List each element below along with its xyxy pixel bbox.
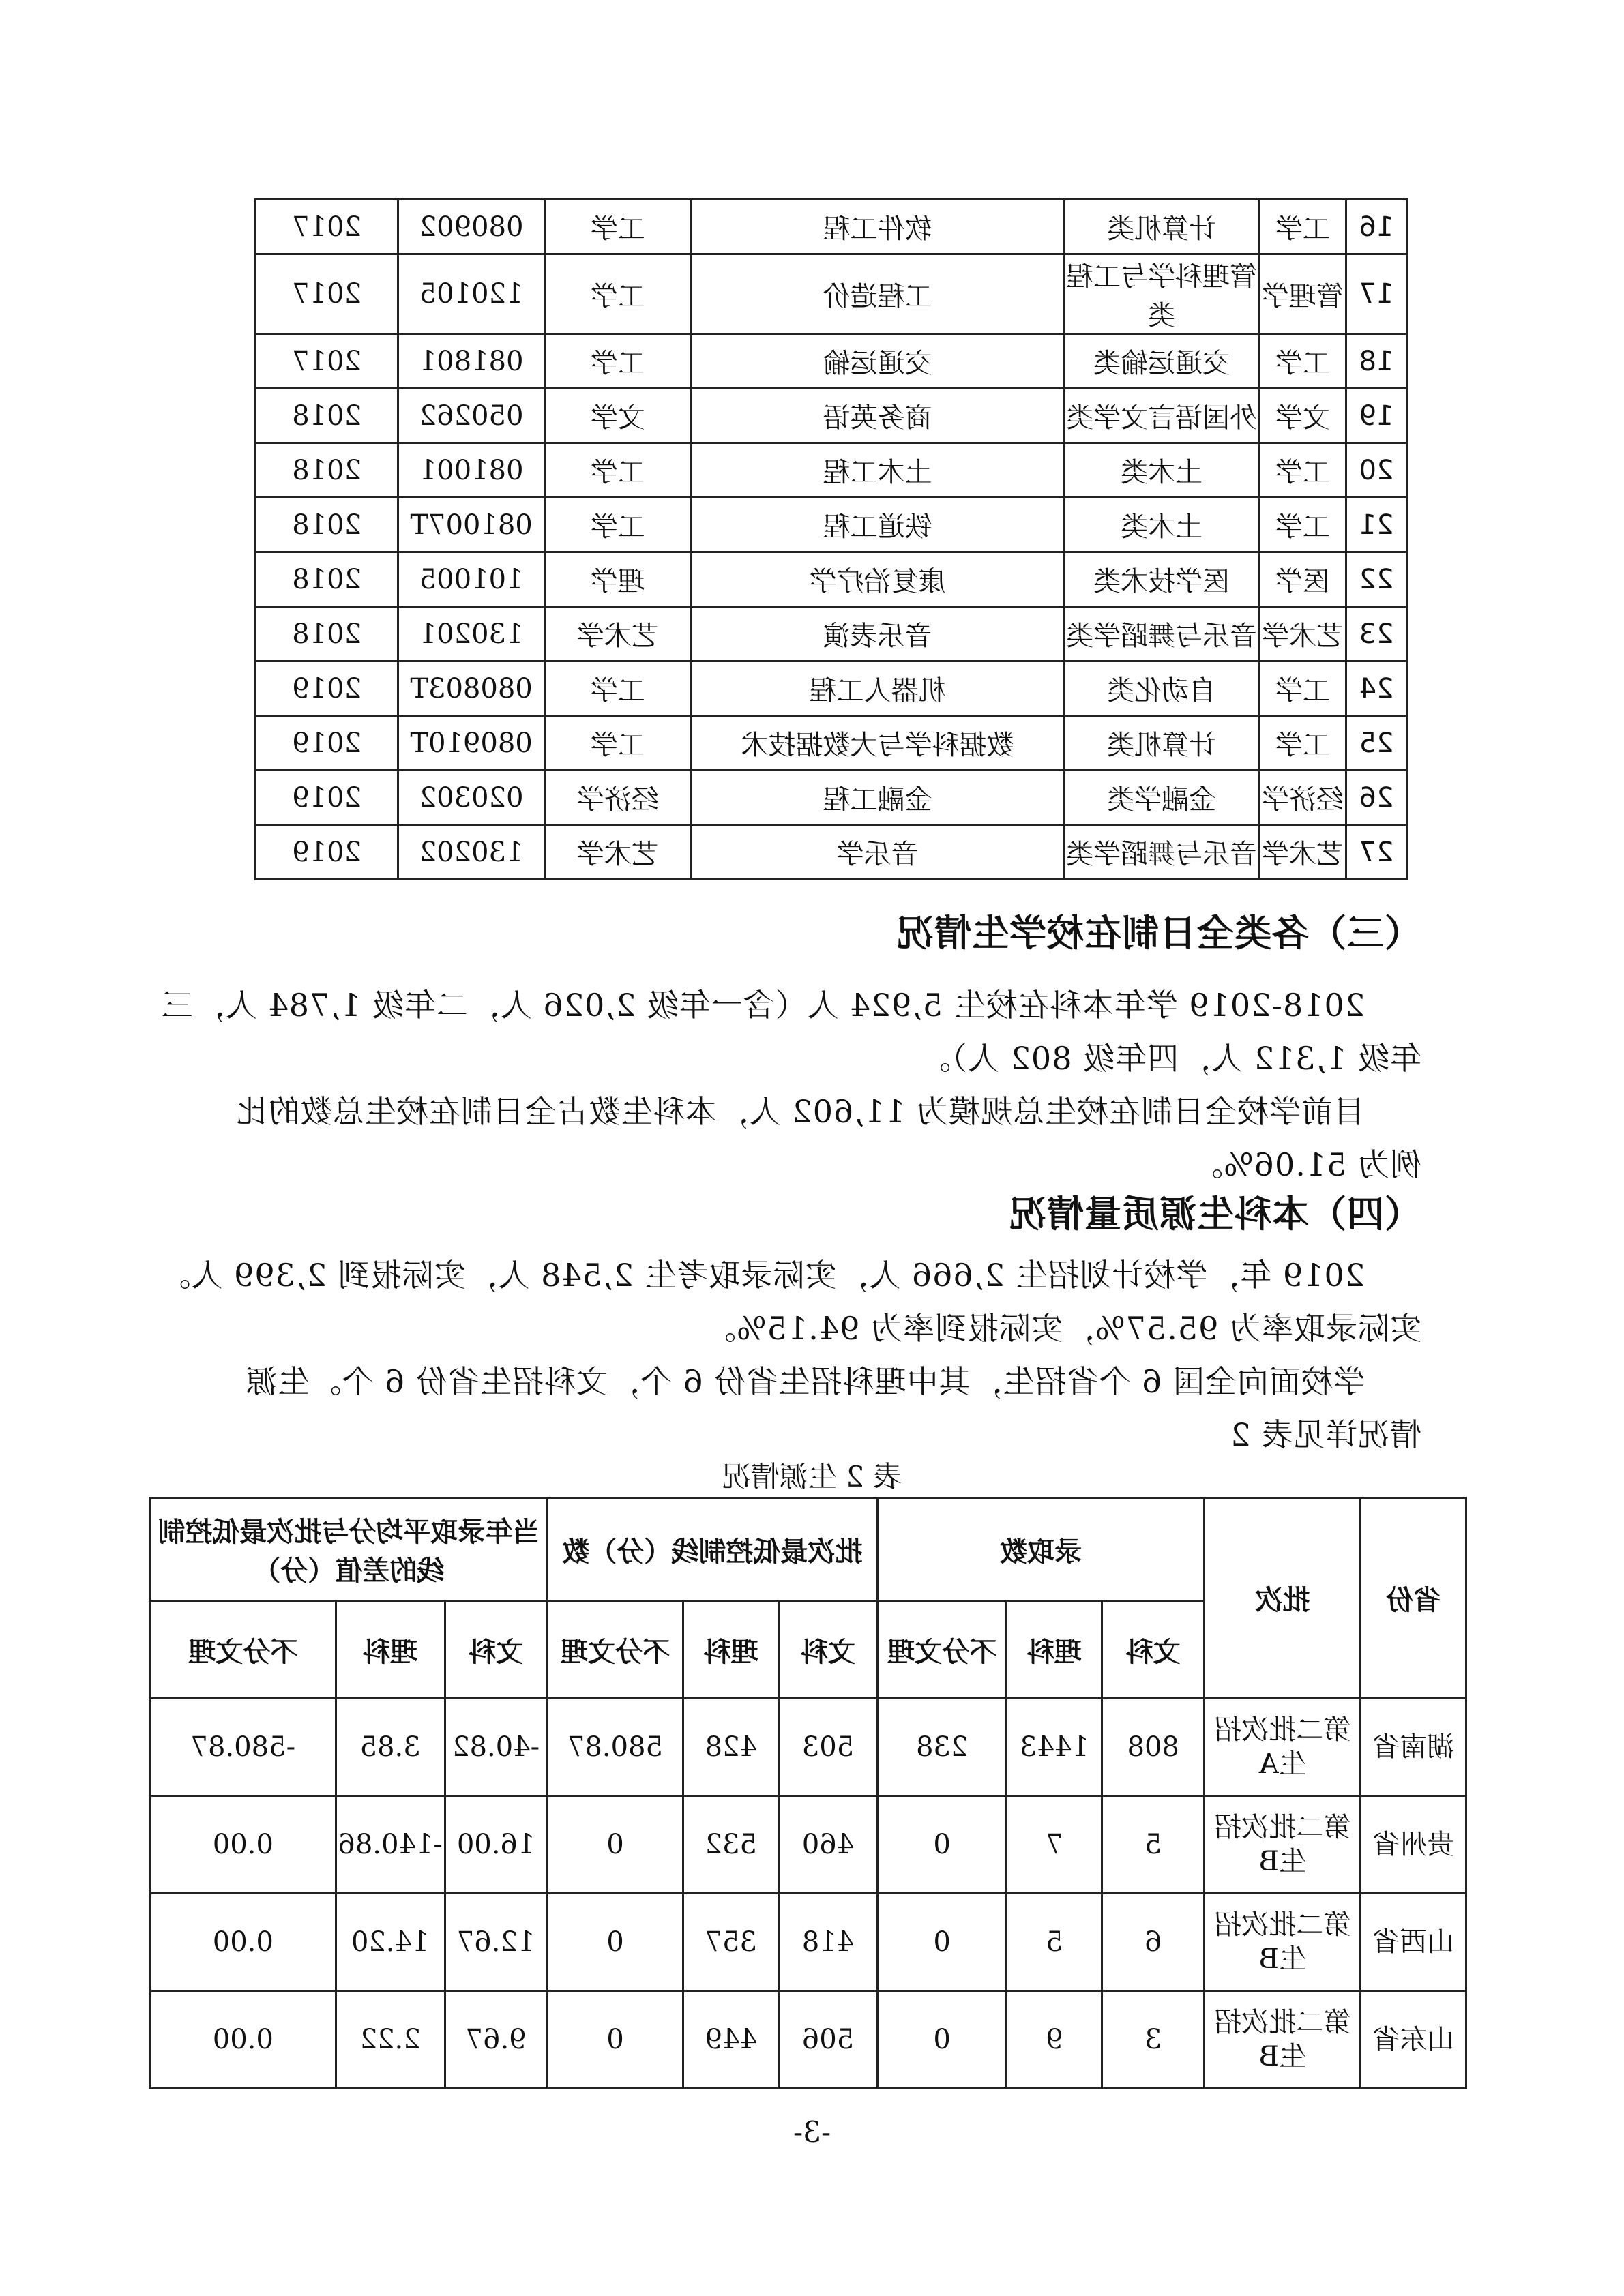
admitted-undivided: 0 <box>877 1894 1007 1991</box>
batch-cell: 第二批次招生B <box>1205 1894 1361 1991</box>
batch-cell: 第二批次招生B <box>1205 1796 1361 1894</box>
discipline-category: 文学 <box>1259 389 1346 443</box>
table-row <box>256 607 1407 661</box>
section4-paragraph2-line1: 学校面向全国 6 个省招生，其中理科招生省份 6 个，文科招生省份 6 个。生源 <box>245 1363 1365 1400</box>
table-caption: 表 2 生源情况 <box>722 1460 902 1493</box>
admitted-science: 5 <box>1007 1894 1102 1991</box>
degree-type: 艺术学 <box>544 825 691 880</box>
start-year: 2018 <box>256 607 398 661</box>
admitted-arts: 808 <box>1102 1699 1205 1796</box>
province-cell: 湖南省 <box>1361 1699 1466 1796</box>
difference-science: 3.85 <box>336 1699 445 1796</box>
degree-type: 工学 <box>544 254 691 334</box>
major-class: 土木类 <box>1064 498 1259 552</box>
table-row <box>256 771 1407 825</box>
admitted-science: 1443 <box>1007 1699 1102 1796</box>
start-year: 2019 <box>256 716 398 771</box>
major-name: 商务英语 <box>691 389 1064 443</box>
degree-type: 工学 <box>544 200 691 254</box>
section3-paragraph1-line2: 年级 1,312 人，四年级 802 人）。 <box>919 1040 1421 1077</box>
major-code: 080902 <box>398 200 545 254</box>
section3-paragraph2-line2: 例为 51.06%。 <box>1190 1146 1421 1183</box>
start-year: 2019 <box>256 825 398 880</box>
discipline-category: 工学 <box>1259 200 1346 254</box>
table-row <box>151 1991 1466 2089</box>
table-row <box>256 716 1407 771</box>
major-name: 金融工程 <box>691 771 1064 825</box>
difference-arts: 12.67 <box>445 1894 547 1991</box>
undivided-subheader: 不分文理 <box>547 1601 683 1699</box>
control-arts: 506 <box>779 1991 878 2089</box>
degree-type: 经济学 <box>544 771 691 825</box>
difference-science: -140.86 <box>336 1796 445 1894</box>
admitted-arts: 5 <box>1102 1796 1205 1894</box>
discipline-category: 管理学 <box>1259 254 1346 334</box>
row-number: 16 <box>1346 200 1407 254</box>
page-number: -3- <box>793 2115 831 2149</box>
major-name: 软件工程 <box>691 200 1064 254</box>
discipline-category: 医学 <box>1259 552 1346 607</box>
row-number: 21 <box>1346 498 1407 552</box>
section3-heading: （三）各类全日制在校学生情况 <box>896 912 1421 955</box>
difference-undivided: 0.00 <box>151 1894 336 1991</box>
province-cell: 山西省 <box>1361 1894 1466 1991</box>
degree-type: 艺术学 <box>544 607 691 661</box>
start-year: 2017 <box>256 200 398 254</box>
control-science: 357 <box>683 1894 779 1991</box>
science-subheader: 理科 <box>683 1601 779 1699</box>
undivided-subheader: 不分文理 <box>877 1601 1007 1699</box>
row-number: 20 <box>1346 443 1407 498</box>
major-name: 土木工程 <box>691 443 1064 498</box>
start-year: 2018 <box>256 498 398 552</box>
province-cell: 贵州省 <box>1361 1796 1466 1894</box>
major-code: 081001 <box>398 443 545 498</box>
science-subheader: 理科 <box>1007 1601 1102 1699</box>
degree-type: 文学 <box>544 389 691 443</box>
control-arts: 503 <box>779 1699 878 1796</box>
difference-arts: 16.00 <box>445 1796 547 1894</box>
major-class: 金融学类 <box>1064 771 1259 825</box>
admitted-science: 9 <box>1007 1991 1102 2089</box>
section4-paragraph1-line2: 实际录取率为 95.57%，实际报到率为 94.15%。 <box>703 1310 1421 1347</box>
row-number: 25 <box>1346 716 1407 771</box>
admitted-arts: 6 <box>1102 1894 1205 1991</box>
difference-undivided: -580.87 <box>151 1699 336 1796</box>
start-year: 2017 <box>256 334 398 389</box>
row-number: 18 <box>1346 334 1407 389</box>
table-row <box>256 389 1407 443</box>
major-code: 020302 <box>398 771 545 825</box>
major-code: 130202 <box>398 825 545 880</box>
arts-subheader: 文科 <box>1102 1601 1205 1699</box>
admitted-undivided: 238 <box>877 1699 1007 1796</box>
major-class: 土木类 <box>1064 443 1259 498</box>
major-class: 音乐与舞蹈学类 <box>1064 825 1259 880</box>
row-number: 23 <box>1346 607 1407 661</box>
table-row <box>256 254 1407 334</box>
table-row <box>256 552 1407 607</box>
discipline-category: 工学 <box>1259 334 1346 389</box>
difference-science: 14.20 <box>336 1894 445 1991</box>
row-number: 26 <box>1346 771 1407 825</box>
student-source-table <box>149 1497 1467 2089</box>
difference-science: 2.22 <box>336 1991 445 2089</box>
row-number: 24 <box>1346 661 1407 716</box>
major-name: 康复治疗学 <box>691 552 1064 607</box>
batch-header: 批次 <box>1205 1498 1361 1699</box>
table-row <box>151 1796 1466 1894</box>
major-name: 铁道工程 <box>691 498 1064 552</box>
degree-type: 工学 <box>544 334 691 389</box>
major-name: 音乐学 <box>691 825 1064 880</box>
major-code: 130201 <box>398 607 545 661</box>
start-year: 2019 <box>256 771 398 825</box>
batch-cell: 第二批次招生B <box>1205 1991 1361 2089</box>
discipline-category: 工学 <box>1259 716 1346 771</box>
table-row <box>151 1699 1466 1796</box>
major-code: 080910T <box>398 716 545 771</box>
control-science: 532 <box>683 1796 779 1894</box>
table-row <box>256 443 1407 498</box>
major-code: 081801 <box>398 334 545 389</box>
province-header: 省份 <box>1361 1498 1466 1699</box>
discipline-category: 艺术学 <box>1259 825 1346 880</box>
start-year: 2019 <box>256 661 398 716</box>
control-science: 449 <box>683 1991 779 2089</box>
major-class: 自动化类 <box>1064 661 1259 716</box>
control-undivided: 0 <box>547 1991 683 2089</box>
major-class: 医学技术类 <box>1064 552 1259 607</box>
difference-arts: 9.67 <box>445 1991 547 2089</box>
section4-paragraph2-line2: 情况详见表 2 <box>1230 1416 1421 1453</box>
control-science: 428 <box>683 1699 779 1796</box>
degree-type: 工学 <box>544 443 691 498</box>
major-name: 机器人工程 <box>691 661 1064 716</box>
majors-table <box>254 198 1408 880</box>
table-row <box>256 661 1407 716</box>
admitted-science: 7 <box>1007 1796 1102 1894</box>
major-code: 050262 <box>398 389 545 443</box>
start-year: 2017 <box>256 254 398 334</box>
major-class: 交通运输类 <box>1064 334 1259 389</box>
major-code: 080803T <box>398 661 545 716</box>
admitted-undivided: 0 <box>877 1991 1007 2089</box>
section3-paragraph2-line1: 目前学校全日制在校生总规模为 11,602 人，本科生数占全日制在校生总数的比 <box>235 1093 1365 1130</box>
difference-undivided: 0.00 <box>151 1991 336 2089</box>
control-undivided: 0 <box>547 1894 683 1991</box>
major-name: 数据科学与大数据技术 <box>691 716 1064 771</box>
start-year: 2018 <box>256 443 398 498</box>
admitted-header: 录取数 <box>877 1498 1204 1601</box>
admitted-undivided: 0 <box>877 1796 1007 1894</box>
row-number: 27 <box>1346 825 1407 880</box>
degree-type: 工学 <box>544 716 691 771</box>
major-code: 120105 <box>398 254 545 334</box>
undivided-subheader: 不分文理 <box>151 1601 336 1699</box>
table-row <box>256 200 1407 254</box>
province-cell: 山东省 <box>1361 1991 1466 2089</box>
control-arts: 418 <box>779 1894 878 1991</box>
arts-subheader: 文科 <box>445 1601 547 1699</box>
start-year: 2018 <box>256 389 398 443</box>
table-header-row <box>151 1498 1466 1601</box>
major-class: 管理科学与工程类 <box>1064 254 1259 334</box>
major-code: 101005 <box>398 552 545 607</box>
discipline-category: 工学 <box>1259 443 1346 498</box>
major-class: 计算机类 <box>1064 200 1259 254</box>
section3-paragraph1-line1: 2018-2019 学年本科在校生 5,924 人（含一年级 2,026 人，二年级 1,784 人，三 <box>160 987 1365 1024</box>
discipline-category: 艺术学 <box>1259 607 1346 661</box>
row-number: 17 <box>1346 254 1407 334</box>
section4-heading: （四）本科生源质量情况 <box>1009 1193 1421 1236</box>
arts-subheader: 文科 <box>779 1601 878 1699</box>
table-row <box>151 1894 1466 1991</box>
table-row <box>256 498 1407 552</box>
major-name: 音乐表演 <box>691 607 1064 661</box>
section4-paragraph1-line1: 2019 年，学校计划招生 2,666 人，实际录取考生 2,548 人，实际报到 2,399 人。 <box>158 1257 1365 1294</box>
degree-type: 工学 <box>544 661 691 716</box>
degree-type: 理学 <box>544 552 691 607</box>
control-undivided: 0 <box>547 1796 683 1894</box>
difference-arts: -40.82 <box>445 1699 547 1796</box>
degree-type: 工学 <box>544 498 691 552</box>
difference-header: 当年录取平均分与批次最低控制线的差值（分） <box>151 1498 548 1601</box>
difference-undivided: 0.00 <box>151 1796 336 1894</box>
control-arts: 460 <box>779 1796 878 1894</box>
batch-cell: 第二批次招生A <box>1205 1699 1361 1796</box>
major-class: 外国语言文学类 <box>1064 389 1259 443</box>
discipline-category: 工学 <box>1259 498 1346 552</box>
row-number: 19 <box>1346 389 1407 443</box>
major-code: 081007T <box>398 498 545 552</box>
row-number: 22 <box>1346 552 1407 607</box>
discipline-category: 工学 <box>1259 661 1346 716</box>
discipline-category: 经济学 <box>1259 771 1346 825</box>
table-row <box>256 825 1407 880</box>
major-name: 交通运输 <box>691 334 1064 389</box>
major-name: 工程造价 <box>691 254 1064 334</box>
start-year: 2018 <box>256 552 398 607</box>
admitted-arts: 3 <box>1102 1991 1205 2089</box>
control-undivided: 580.87 <box>547 1699 683 1796</box>
major-class: 音乐与舞蹈学类 <box>1064 607 1259 661</box>
table-row <box>256 334 1407 389</box>
control-line-header: 批次最低控制线（分）数 <box>547 1498 877 1601</box>
major-class: 计算机类 <box>1064 716 1259 771</box>
science-subheader: 理科 <box>336 1601 445 1699</box>
